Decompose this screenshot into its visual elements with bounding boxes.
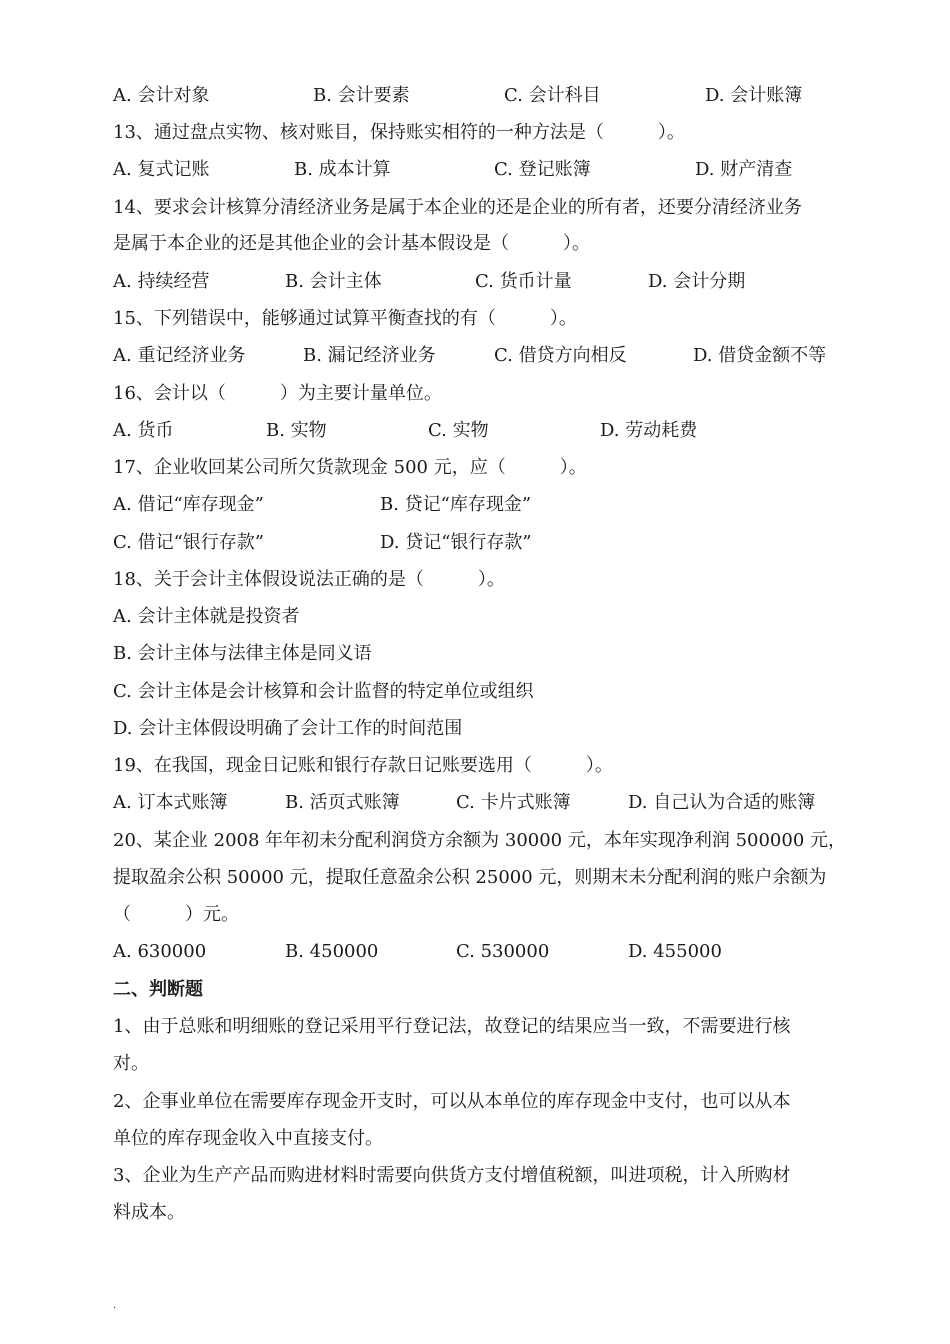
q14-option-b: B. 会计主体	[285, 271, 382, 292]
q13-option-a: A. 复式记账	[113, 159, 210, 180]
q15-options	[113, 341, 853, 371]
q16-option-b: B. 实物	[266, 420, 327, 441]
q19-option-c: C. 卡片式账簿	[456, 792, 571, 813]
q17-options-row2	[113, 528, 853, 558]
q14-options	[113, 267, 853, 297]
q13-option-d: D. 财产清查	[695, 159, 793, 180]
q20-options	[113, 937, 853, 967]
q18-option-a: A. 会计主体就是投资者	[113, 606, 300, 627]
q15-option-d: D. 借贷金额不等	[693, 345, 827, 366]
footer-mark: .	[113, 1300, 117, 1311]
q16-stem: 16、会计以（ ）为主要计量单位。	[113, 383, 442, 404]
judgement-item-2-line2: 单位的库存现金收入中直接支付。	[113, 1128, 383, 1149]
q17-options-row1	[113, 490, 853, 520]
q19-option-d: D. 自己认为合适的账簿	[628, 792, 816, 813]
q13-option-b: B. 成本计算	[294, 159, 391, 180]
q20-stem-line3: （ ）元。	[113, 904, 239, 925]
q16-options	[113, 416, 853, 446]
q12-options	[113, 81, 853, 111]
q18-option-c: C. 会计主体是会计核算和会计监督的特定单位或组织	[113, 681, 534, 702]
q20-option-d: D. 455000	[628, 941, 722, 962]
q18-option-d: D. 会计主体假设明确了会计工作的时间范围	[113, 718, 463, 739]
q12-option-a: A. 会计对象	[113, 85, 210, 106]
q20-stem-line1: 20、某企业 2008 年年初未分配利润贷方余额为 30000 元，本年实现净利润 500000 元，	[113, 830, 847, 851]
q16-option-a: A. 货币	[113, 420, 174, 441]
judgement-item-1-line1: 1、由于总账和明细账的登记采用平行登记法，故登记的结果应当一致，不需要进行核	[113, 1016, 791, 1037]
judgement-item-3-line1: 3、企业为生产产品而购进材料时需要向供货方支付增值税额，叫进项税，计入所购材	[113, 1165, 791, 1186]
q20-option-c: C. 530000	[456, 941, 550, 962]
q12-option-d: D. 会计账簿	[705, 85, 803, 106]
q20-option-a: A. 630000	[113, 941, 207, 962]
q13-option-c: C. 登记账簿	[494, 159, 591, 180]
section2-heading: 二、判断题	[113, 979, 203, 1000]
q19-option-b: B. 活页式账簿	[285, 792, 400, 813]
q14-option-c: C. 货币计量	[475, 271, 572, 292]
q15-option-a: A. 重记经济业务	[113, 345, 246, 366]
q17-option-a: A. 借记“库存现金”	[113, 494, 264, 515]
q14-stem-line1: 14、要求会计核算分清经济业务是属于本企业的还是企业的所有者，还要分清经济业务	[113, 197, 802, 218]
q17-option-d: D. 贷记“银行存款”	[380, 532, 532, 553]
judgement-item-2-line1: 2、企事业单位在需要库存现金开支时，可以从本单位的库存现金中支付，也可以从本	[113, 1091, 791, 1112]
q12-option-c: C. 会计科目	[504, 85, 601, 106]
q14-stem-line2: 是属于本企业的还是其他企业的会计基本假设是（ ）。	[113, 233, 590, 254]
q18-stem: 18、关于会计主体假设说法正确的是（ ）。	[113, 569, 505, 590]
q19-option-a: A. 订本式账簿	[113, 792, 228, 813]
q20-option-b: B. 450000	[285, 941, 379, 962]
judgement-item-1-line2: 对。	[113, 1053, 149, 1074]
q15-option-b: B. 漏记经济业务	[303, 345, 436, 366]
q17-stem: 17、企业收回某公司所欠货款现金 500 元，应（ ）。	[113, 457, 587, 478]
q19-stem: 19、在我国，现金日记账和银行存款日记账要选用（ ）。	[113, 755, 613, 776]
q19-options	[113, 788, 853, 818]
q18-option-b: B. 会计主体与法律主体是同义语	[113, 643, 372, 664]
judgement-item-3-line2: 料成本。	[113, 1202, 185, 1223]
q20-stem-line2: 提取盈余公积 50000 元，提取任意盈余公积 25000 元，则期末未分配利润的账户余额为	[113, 867, 827, 888]
q14-option-a: A. 持续经营	[113, 271, 210, 292]
q12-option-b: B. 会计要素	[313, 85, 410, 106]
q13-stem: 13、通过盘点实物、核对账目，保持账实相符的一种方法是（ ）。	[113, 122, 685, 143]
q14-option-d: D. 会计分期	[648, 271, 746, 292]
q17-option-c: C. 借记“银行存款”	[113, 532, 264, 553]
q17-option-b: B. 贷记“库存现金”	[380, 494, 532, 515]
q16-option-d: D. 劳动耗费	[600, 420, 698, 441]
q15-stem: 15、下列错误中，能够通过试算平衡查找的有（ ）。	[113, 308, 577, 329]
q16-option-c: C. 实物	[428, 420, 489, 441]
q13-options	[113, 155, 853, 185]
q15-option-c: C. 借贷方向相反	[494, 345, 627, 366]
